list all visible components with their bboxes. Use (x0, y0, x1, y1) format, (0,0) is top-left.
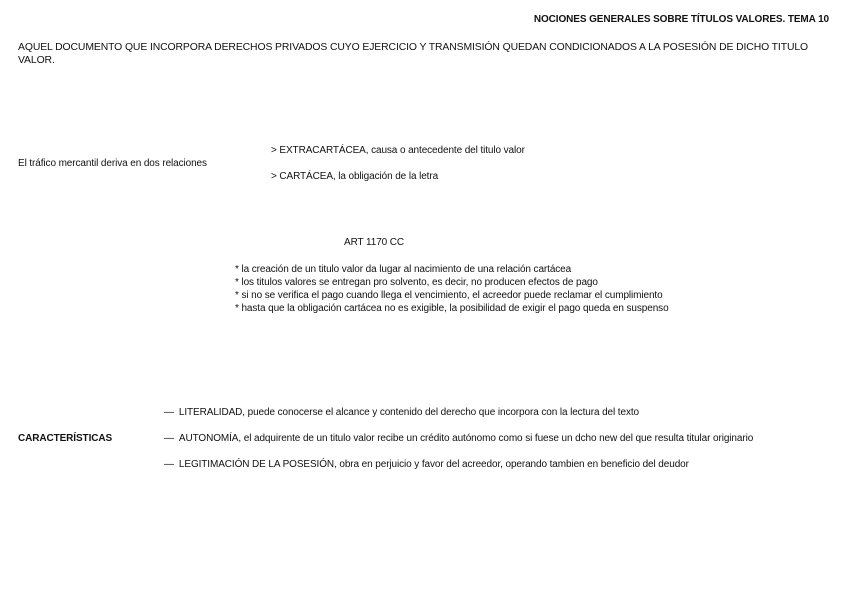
dash-marker: — (164, 407, 174, 418)
traffic-label: El tráfico mercantil deriva en dos relaciones (18, 158, 207, 169)
characteristic-text: LITERALIDAD, puede conocerse el alcance y contenido del derecho que incorpora con la lectura del texto (178, 407, 639, 418)
page-title: NOCIONES GENERALES SOBRE TÍTULOS VALORES. TEMA 10 (533, 14, 829, 25)
article-point: * hasta que la obligación cartácea no es exigible, la posibilidad de exigir el pago queda en suspenso (235, 303, 669, 314)
article-point: * la creación de un titulo valor da lugar al nacimiento de una relación cartácea (235, 264, 572, 275)
characteristic-literalidad (164, 407, 639, 418)
characteristics-label: CARACTERÍSTICAS (18, 433, 113, 444)
dash-marker: — (164, 459, 174, 470)
characteristic-text: AUTONOMÍA, el adquirente de un titulo valor recibe un crédito autónomo como si fuese un dcho new del que resulta titular originario (178, 433, 754, 444)
characteristic-text: LEGITIMACIÓN DE LA POSESIÓN, obra en perjuicio y favor del acreedor, operando tambien en beneficio del deudor (178, 459, 689, 470)
dash-marker: — (164, 433, 174, 444)
relation-cartacea: > CARTÁCEA, la obligación de la letra (271, 171, 439, 182)
article-heading: ART 1170 CC (344, 237, 405, 248)
characteristic-autonomia (164, 433, 753, 444)
article-point: * los titulos valores se entregan pro solvento, es decir, no producen efectos de pago (235, 277, 598, 288)
article-point: * si no se verifica el pago cuando llega el vencimiento, el acreedor puede reclamar el cumplimiento (235, 290, 663, 301)
definition-text: AQUEL DOCUMENTO QUE INCORPORA DERECHOS PRIVADOS CUYO EJERCICIO Y TRANSMISIÓN QUEDAN CONDICIONADOS A LA POSESIÓN DE DICHO TITULO VALOR. (18, 42, 809, 66)
characteristic-legitimacion (164, 459, 689, 470)
relation-extracartacea: > EXTRACARTÁCEA, causa o antecedente del titulo valor (271, 145, 525, 156)
article-points-list (235, 263, 669, 315)
